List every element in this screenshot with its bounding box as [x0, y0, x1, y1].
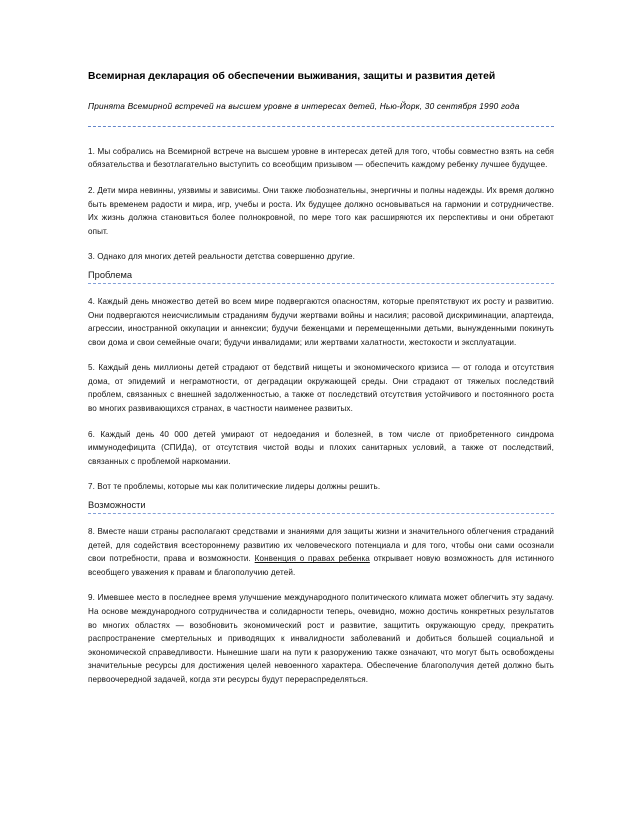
- page-title: Всемирная декларация об обеспечении выживания, защиты и развития детей: [88, 71, 496, 82]
- paragraph-2: 2. Дети мира невинны, уязвимы и зависимы. Они также любознательны, энергичны и полны надежды. Их время должно быть временем радости и мира, игр, учебы и роста. Их будущее должно основываться на гармонии и сотрудничестве. Их жизнь должна становиться более полнокровной, по мере того как расширяются их перспективы и они обретают опыт.: [88, 185, 554, 236]
- paragraph-9: [88, 591, 554, 686]
- text-run-0: 9. Имевшее место в последнее время улучшение международного политического климата может облегчить эту задачу. На основе международного сотрудничества и солидарности теперь, очевидно, можно достичь конкретных результатов во многих областях — возобновить экономический рост и развитие, защитить окружающую среду, прекратить распространение смертельных и приводящих к инвалидности заболеваний и добиться большей социальной и экономической справедливости. Нынешние шаги на пути к разоружению также означают, что могут быть освобождены значительные ресурсы для достижения целей невоенного характера. Обеспечение благополучия детей должно быть первоочередной задачей, когда эти ресурсы будут перераспределяться.: [88, 593, 554, 684]
- paragraph-4: 4. Каждый день множество детей во всем мире подвергаются опасностям, которые препятствуют их росту и развитию. Они подвергаются неисчислимым страданиям будучи жертвами войны и насилия; расовой дискриминации, апартеида, агрессии, иностранной оккупации и аннексии; будучи беженцами и перемещенными детьми, вынужденными покинуть свои дома и свои семейные очаги; будучи инвалидами; или жертвами халатности, жестокости и эксплуатации.: [88, 296, 554, 347]
- section-heading-problema: Проблема: [88, 269, 133, 280]
- section-problema: [88, 270, 554, 494]
- paragraph-1: 1. Мы собрались на Всемирной встрече на высшем уровне в интересах детей для того, чтобы совместно взять на себя обязательства и безотлагательно выступить со всеобщим призывом — обеспечить каждому ребенку лучшее будущее.: [88, 146, 554, 170]
- paragraph-3: 3. Однако для многих детей реальности детства совершенно другие.: [88, 252, 355, 262]
- document-subtitle: Принята Всемирной встречей на высшем уровне в интересах детей, Нью-Йорк, 30 сентября 1990 года: [88, 100, 520, 111]
- text-run-0: 8. Вместе наши страны располагают средствами и знаниями для защиты жизни и значительного облегчения страданий детей, для содействия всестороннему развитию их человеческого потенциала и для того, чтобы они сами осознали свои потребности, права и возможности.: [88, 527, 554, 564]
- text-run-2: открывает новую возможность для истинного всеобщего уважения к правам и благополучию детей.: [88, 554, 555, 577]
- section-heading-vozmozhnosti: Возможности: [88, 500, 146, 511]
- inline-link-1[interactable]: Конвенция о правах ребенка: [254, 554, 370, 564]
- intro-paragraphs: [88, 145, 554, 264]
- paragraph-6: 6. Каждый день 40 000 детей умирают от недоедания и болезней, в том числе от приобретенного синдрома иммунодефицита (СПИДа), от отсутствия чистой воды и плохих санитарных условий, а также от последствий, связанных с проблемой наркомании.: [88, 429, 554, 466]
- document-content: [88, 70, 554, 687]
- section-divider-problema: [88, 283, 554, 284]
- paragraph-5: 5. Каждый день миллионы детей страдают от бедствий нищеты и экономического кризиса — от голода и отсутствия дома, от эпидемий и неграмотности, от деградации окружающей среды. Они страдают от тяжелых последствий проблем, связанных с внешней задолженностью, а также от последствий отсутствия устойчивого и постоянного роста во многих развивающихся странах, в частности наименее развитых.: [88, 363, 554, 414]
- section-divider-vozmozhnosti: [88, 513, 554, 514]
- section-vozmozhnosti: [88, 500, 554, 687]
- paragraph-8: [88, 525, 554, 579]
- paragraph-7: 7. Вот те проблемы, которые мы как политические лидеры должны решить.: [88, 482, 381, 492]
- header-divider: [88, 126, 554, 127]
